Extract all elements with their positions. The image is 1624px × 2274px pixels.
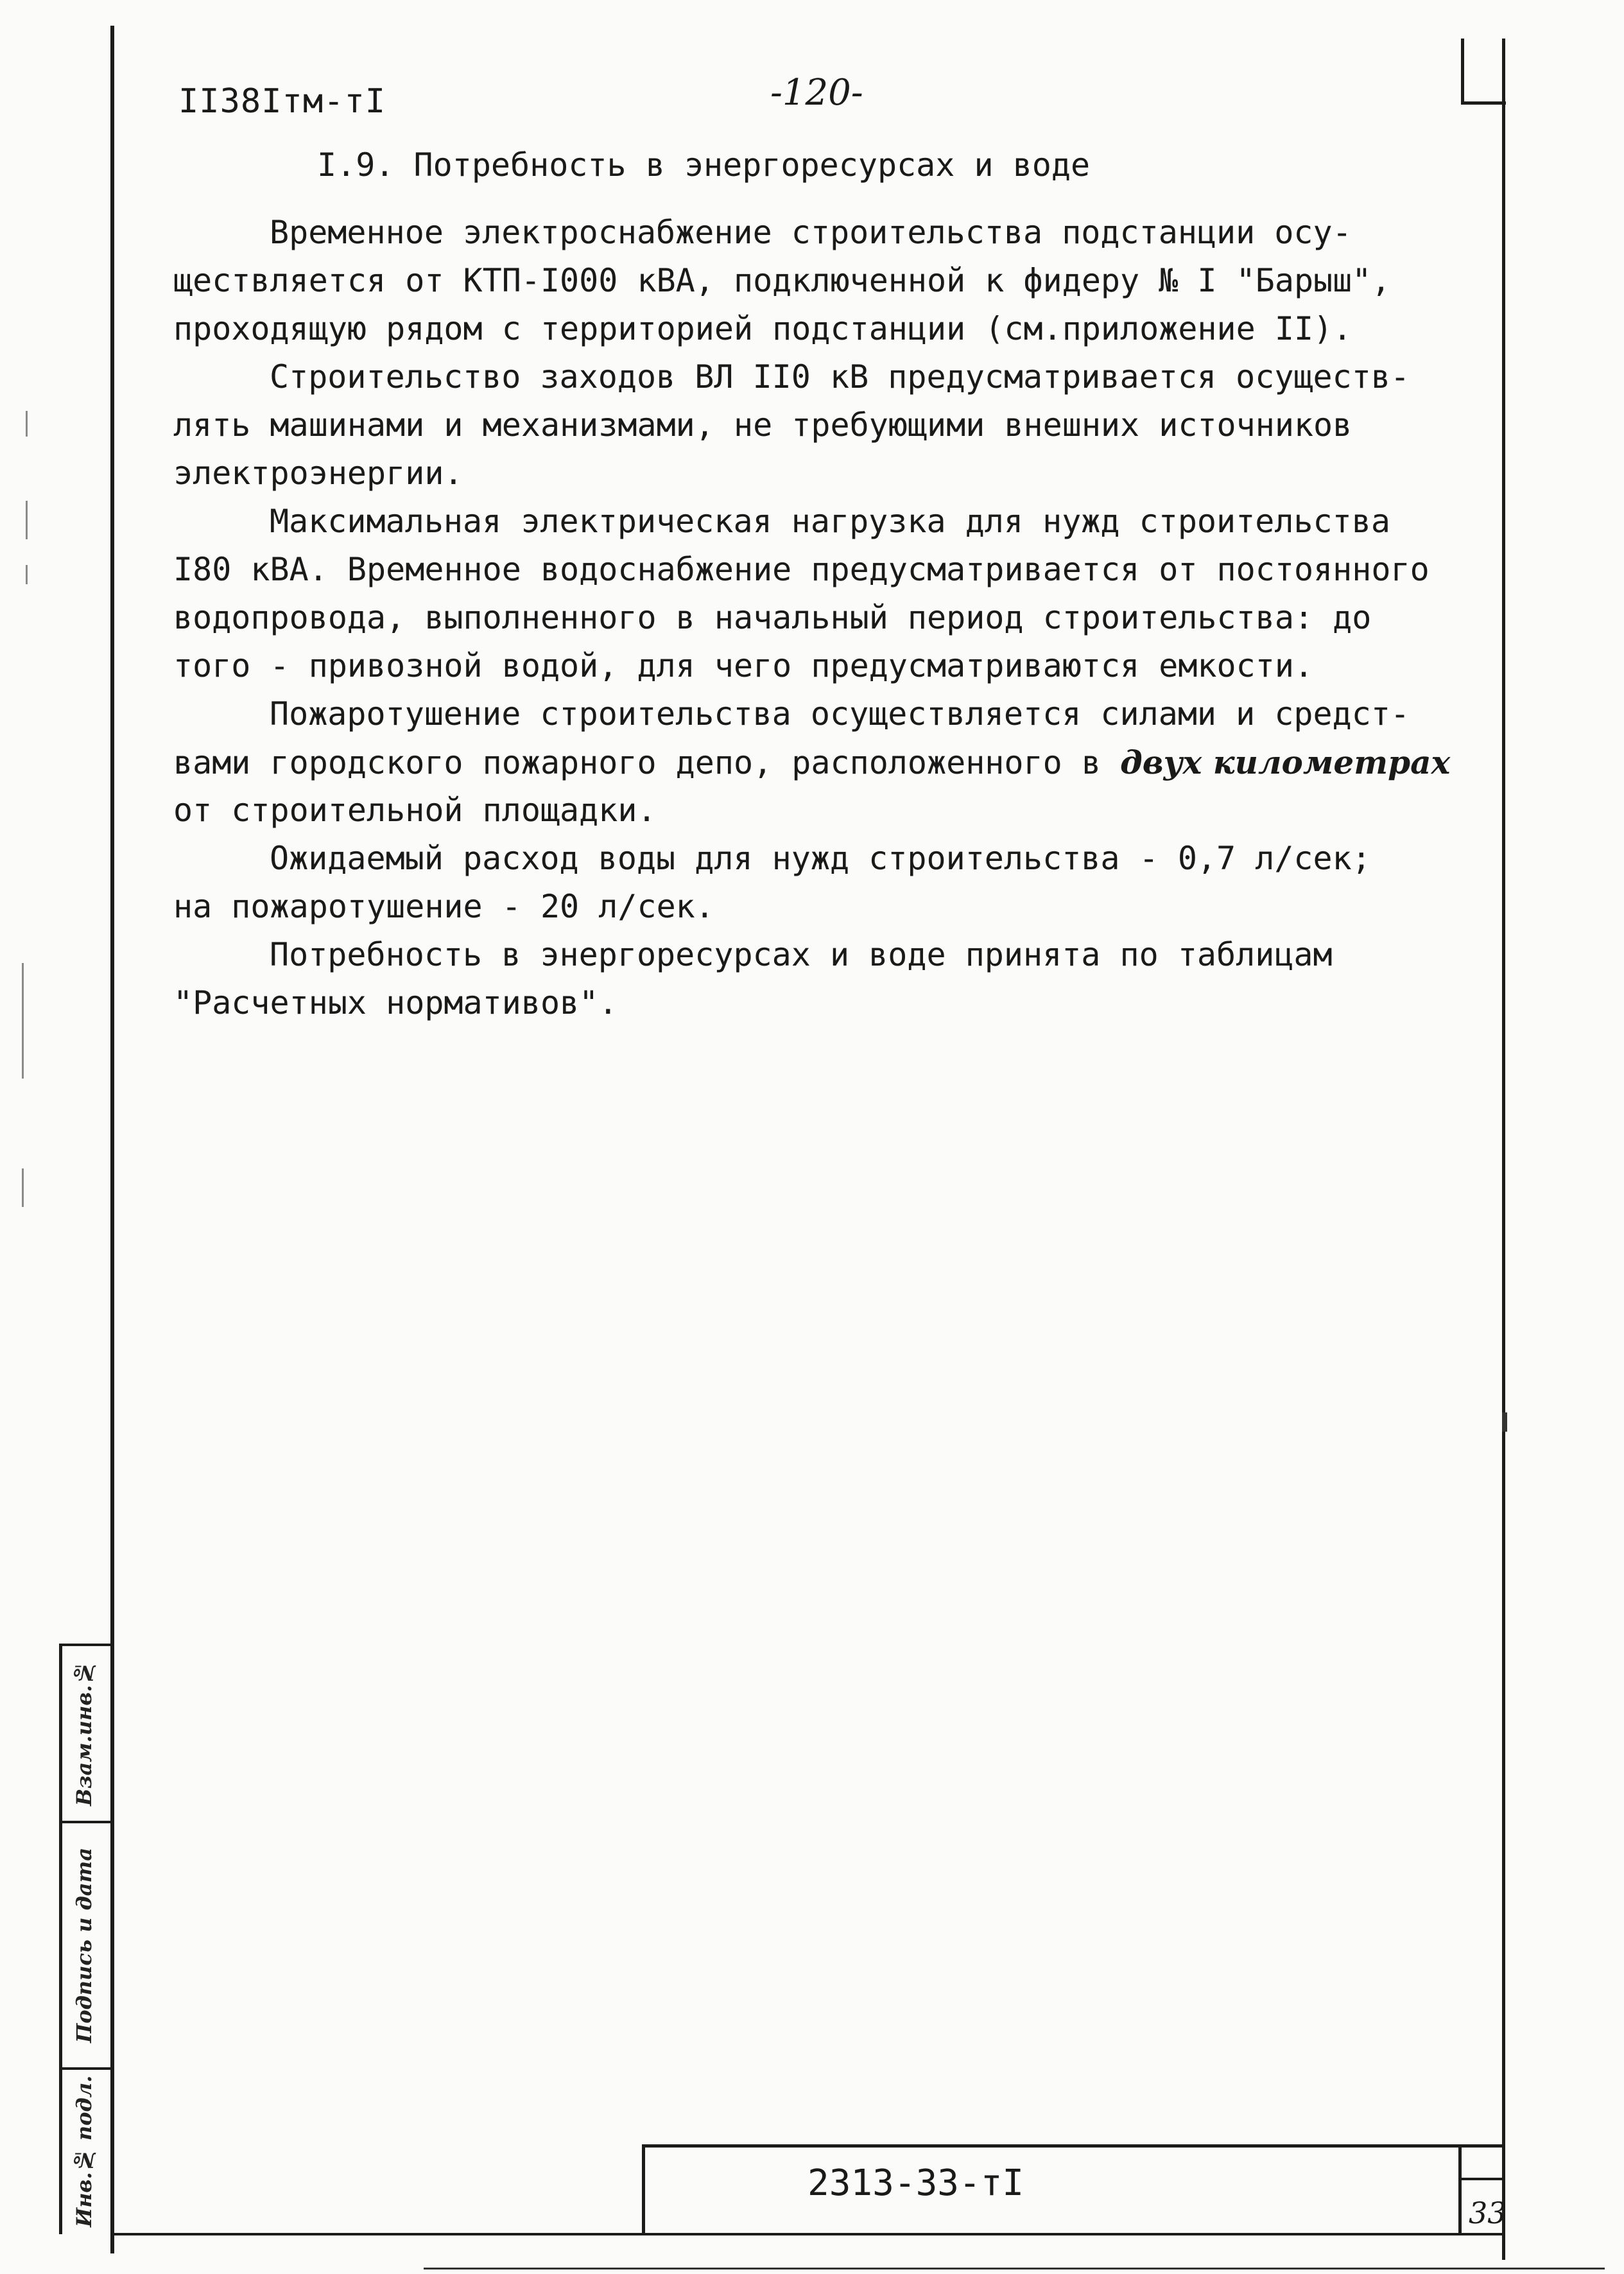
bottom-border-line: [110, 2233, 1505, 2235]
title-block-left-line: [642, 2144, 645, 2234]
body-line: Потребность в энергоресурсах и воде принята по таблицам: [270, 936, 1333, 973]
body-line: ществляется от КТП-I000 кВА, подключенной к фидеру № I "Барыш",: [173, 262, 1391, 299]
page-number: -120-: [770, 72, 863, 114]
bottom-trim-line: [424, 2268, 1605, 2270]
scan-artifact: [22, 963, 24, 1079]
scan-artifact: [1502, 1412, 1507, 1432]
title-block-doc-number: 2313-33-тI: [808, 2162, 1024, 2204]
side-label-signature-date: Подпись и дата: [72, 1847, 96, 2044]
body-line: I80 кВА. Временное водоснабжение предусматривается от постоянного: [173, 551, 1430, 588]
side-label-inventory: Инв.№ подл.: [72, 2075, 96, 2228]
title-block-top-line: [642, 2144, 1505, 2148]
corner-mark-vertical: [1461, 39, 1464, 103]
section-title: I.9. Потребность в энергоресурсах и воде: [317, 146, 1091, 184]
scan-artifact: [26, 411, 28, 437]
body-line: проходящую рядом с территорией подстанции (см.приложение II).: [173, 310, 1352, 347]
right-border-line: [1502, 39, 1505, 2260]
scan-artifact: [26, 501, 28, 539]
body-line: Пожаротушение строительства осуществляется силами и средст-: [270, 695, 1410, 733]
body-line: от строительной площадки.: [173, 792, 657, 829]
side-label-replacement: Взам.инв.№: [72, 1660, 96, 1807]
body-line: Максимальная электрическая нагрузка для нужд строительства: [270, 503, 1390, 540]
sheet-number: 33: [1469, 2196, 1507, 2230]
body-paragraphs: [173, 209, 1496, 1027]
body-line: электроэнергии.: [173, 455, 463, 492]
document-code: II38Iтм-тI: [178, 82, 386, 121]
left-border-line: [110, 26, 114, 2253]
body-line-text: вами городского пожарного депо, расположенного в: [173, 744, 1121, 781]
body-line: лять машинами и механизмами, не требующими внешних источников: [173, 406, 1352, 444]
body-line: [173, 738, 1496, 786]
body-line: Ожидаемый расход воды для нужд строительства - 0,7 л/сек;: [270, 840, 1371, 877]
body-line: Строительство заходов ВЛ II0 кВ предусматривается осуществ-: [270, 358, 1410, 395]
body-line: того - привозной водой, для чего предусматриваются емкости.: [173, 647, 1314, 684]
body-line: Временное электроснабжение строительства подстанции осу-: [270, 214, 1352, 251]
body-line: на пожаротушение - 20 л/сек.: [173, 888, 714, 925]
sheet-cell-divider: [1458, 2178, 1505, 2180]
scan-artifact: [26, 565, 28, 584]
corner-mark-horizontal: [1461, 101, 1506, 105]
handwritten-insert: двух километрах: [1120, 743, 1451, 781]
body-line: водопровода, выполненного в начальный период строительства: до: [173, 599, 1372, 636]
sheet-cell-left-line: [1458, 2144, 1462, 2234]
body-line: "Расчетных нормативов".: [173, 984, 618, 1021]
scan-artifact: [22, 1168, 24, 1207]
